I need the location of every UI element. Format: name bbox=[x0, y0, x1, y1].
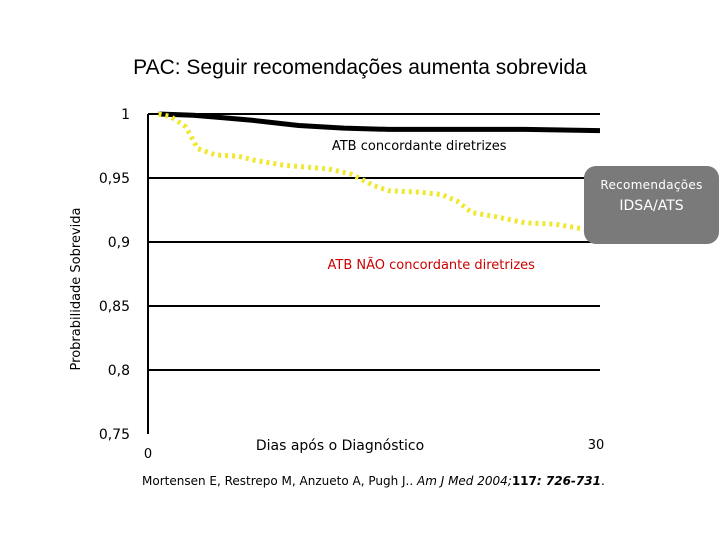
annotation-0: ATB concordante diretrizes bbox=[331, 138, 507, 154]
y-tick-label: 0,85 bbox=[98, 299, 130, 315]
guidelines-callout bbox=[584, 166, 719, 244]
citation-authors: Mortensen E, Restrepo M, Anzueto A, Pugh J.. bbox=[142, 474, 417, 488]
citation-volume: 117 bbox=[511, 474, 537, 488]
y-tick-label: 1 bbox=[121, 107, 130, 123]
y-tick-label: 0,95 bbox=[98, 171, 130, 187]
citation-end: . bbox=[600, 474, 605, 488]
y-tick-label: 0,75 bbox=[98, 427, 130, 443]
annotation-1: ATB NÃO concordante diretrizes bbox=[327, 257, 535, 273]
x-tick-label: 0 bbox=[143, 447, 153, 462]
series-line-0 bbox=[159, 114, 601, 131]
grid-layer bbox=[148, 114, 600, 434]
chart-title: PAC: Seguir recomendações aumenta sobrevida bbox=[133, 56, 587, 79]
label-layer bbox=[69, 107, 604, 462]
citation-journal: Am J Med 2004; bbox=[417, 474, 512, 488]
y-axis-label: Probrabilidade Sobrevida bbox=[69, 207, 84, 371]
callout-line-2: IDSA/ATS bbox=[619, 198, 684, 214]
citation-pages: : 726-731 bbox=[536, 474, 601, 488]
series-layer bbox=[159, 114, 601, 232]
x-axis-label: Dias após o Diagnóstico bbox=[255, 438, 425, 454]
citation bbox=[142, 474, 605, 488]
y-tick-label: 0,9 bbox=[107, 235, 130, 251]
y-tick-label: 0,8 bbox=[107, 363, 130, 379]
callout-line-1: Recomendações bbox=[600, 178, 703, 192]
x-tick-label: 30 bbox=[587, 438, 605, 453]
